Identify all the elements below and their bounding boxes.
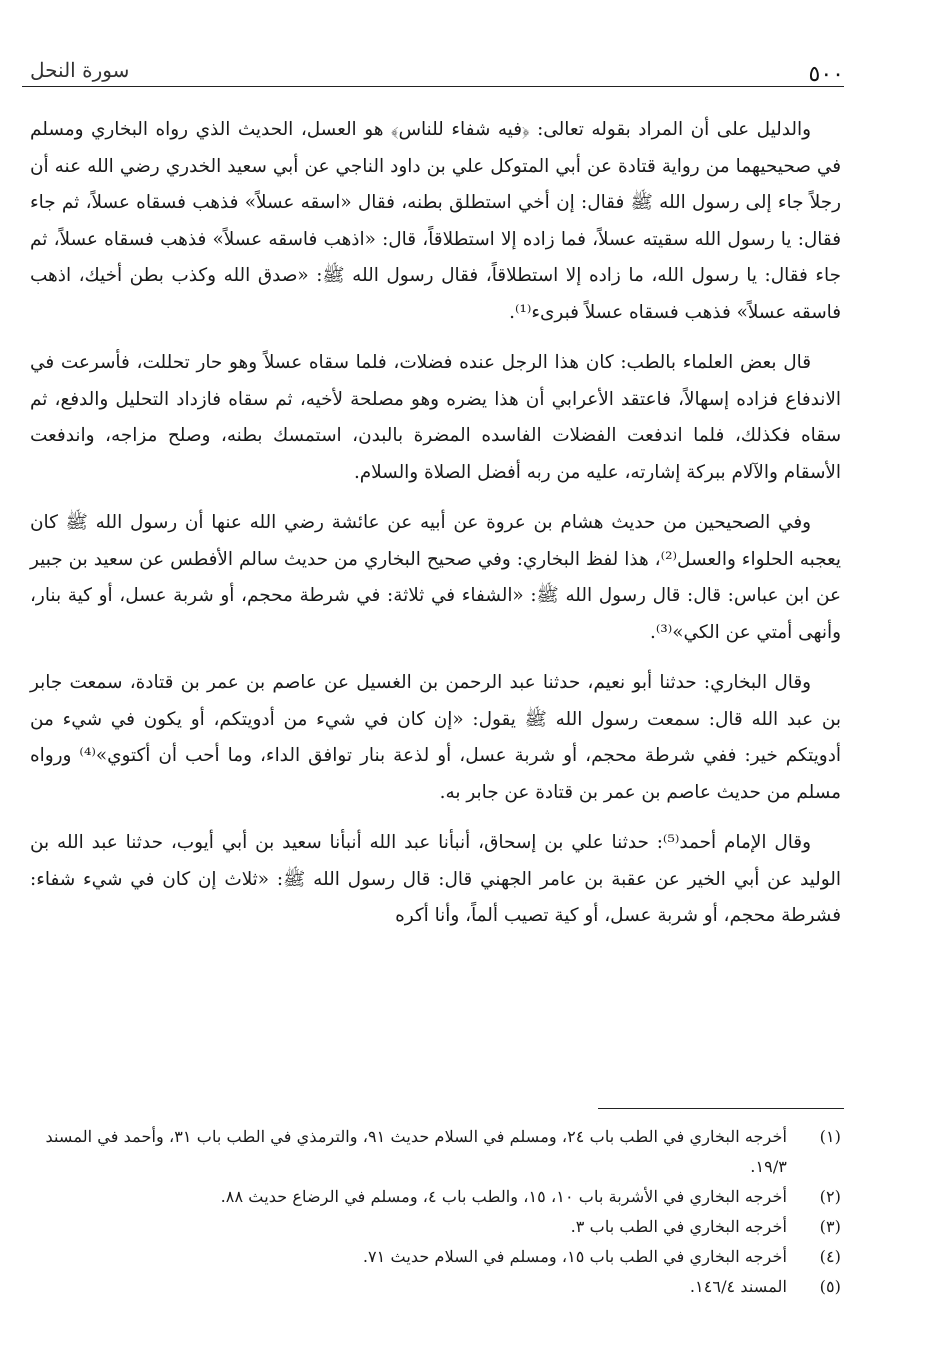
footnote-item (30, 1122, 841, 1182)
footnote-text: أخرجه البخاري في الطب باب ١٥، ومسلم في السلام حديث ٧١. (362, 1247, 787, 1266)
footnote-text: أخرجه البخاري في الطب باب ٢٤، ومسلم في السلام حديث ٩١، والترمذي في الطب باب ٣١، وأحمد في المسند ١٩/٣. (45, 1127, 787, 1176)
footnote-number: (٥) (819, 1277, 841, 1296)
footnote-number: (٣) (819, 1217, 841, 1236)
paragraph: وقال الإمام أحمد⁽⁵⁾: حدثنا علي بن إسحاق، أنبأنا عبد الله أنبأنا سعيد بن أبي أيوب، حدثنا عبد الله بن الوليد عن أبي الخير عن عقبة بن عامر الجهني قال: قال رسول الله ﷺ: «ثلاث إن كان في شيء شفاء: فشرطة محجم، أو شربة عسل، أو كية تصيب ألماً، وأنا أكره (30, 832, 841, 926)
footnote-item (30, 1272, 841, 1302)
footnotes (30, 1122, 841, 1302)
main-text (30, 112, 841, 935)
footnote-text: أخرجه البخاري في الطب باب ٣. (570, 1217, 787, 1236)
footnote-rule (598, 1108, 844, 1109)
footnote-item (30, 1212, 841, 1242)
footnote-number: (١) (819, 1127, 841, 1146)
footnote-number: (٤) (819, 1247, 841, 1266)
header-rule (22, 86, 844, 87)
footnote-text: أخرجه البخاري في الأشربة باب ١٠، ١٥، والطب باب ٤، ومسلم في الرضاع حديث ٨٨. (220, 1187, 787, 1206)
footnote-number: (٢) (819, 1187, 841, 1206)
paragraph: والدليل على أن المراد بقوله تعالى: ﴿فيه شفاء للناس﴾ هو العسل، الحديث الذي رواه البخاري ومسلم في صحيحيهما من رواية قتادة عن أبي المتوكل علي بن داود الناجي عن أبي سعيد الخدري رضي الله عنه أن رجلاً جاء إلى رسول الله ﷺ فقال: إن أخي استطلق بطنه، فقال «اسقه عسلاً» فذهب فسقاه عسلاً، ثم جاء فقال: يا رسول الله سقيته عسلاً، فما زاده إلا استطلاقاً، قال: «اذهب فاسقه عسلاً» فذهب فسقاه عسلاً، ثم جاء فقال: يا رسول الله، ما زاده إلا استطلاقاً، فقال رسول الله ﷺ: «صدق الله وكذب بطن أخيك، اذهب فاسقه عسلاً» فذهب فسقاه عسلاً فبرىء⁽¹⁾. (30, 119, 841, 323)
paragraph: وقال البخاري: حدثنا أبو نعيم، حدثنا عبد الرحمن بن الغسيل عن عاصم بن عمر بن قتادة، سمعت جابر بن عبد الله قال: سمعت رسول الله ﷺ يقول: «إن كان في شيء من أدويتكم، أو يكون في شيء من أدويتكم خير: ففي شرطة محجم، أو شربة عسل، أو لذعة بنار توافق الداء، وما أحب أن أكتوي»⁽⁴⁾ ورواه مسلم من حديث عاصم بن عمر بن قتادة عن جابر به. (30, 672, 841, 803)
paragraph: وفي الصحيحين من حديث هشام بن عروة عن أبيه عن عائشة رضي الله عنها أن رسول الله ﷺ كان يعجبه الحلواء والعسل⁽²⁾، هذا لفظ البخاري: وفي صحيح البخاري من حديث سالم الأفطس عن سعيد بن جبير عن ابن عباس: قال: قال رسول الله ﷺ: «الشفاء في ثلاثة: في شرطة محجم، أو شربة عسل، أو كية بنار، وأنهى أمتي عن الكي»⁽³⁾. (30, 512, 841, 643)
footnote-item (30, 1242, 841, 1272)
running-header-title: سورة النحل (30, 58, 130, 82)
page-number: ٥٠٠ (808, 62, 844, 87)
footnote-item (30, 1182, 841, 1212)
footnote-text: المسند ١٤٦/٤. (689, 1277, 787, 1296)
paragraph: قال بعض العلماء بالطب: كان هذا الرجل عنده فضلات، فلما سقاه عسلاً وهو حار تحللت، فأسرعت في الاندفاع فزاده إسهالاً، فاعتقد الأعرابي أن هذا يضره وهو مصلحة لأخيه، ثم سقاه فازداد التحليل والدفع، ثم سقاه فكذلك، فلما اندفعت الفضلات الفاسده المضرة بالبدن، استمسك بطنه، وصلح مزاجه، واندفعت الأسقام والآلام ببركة إشارته، عليه من ربه أفضل الصلاة والسلام. (30, 352, 841, 483)
